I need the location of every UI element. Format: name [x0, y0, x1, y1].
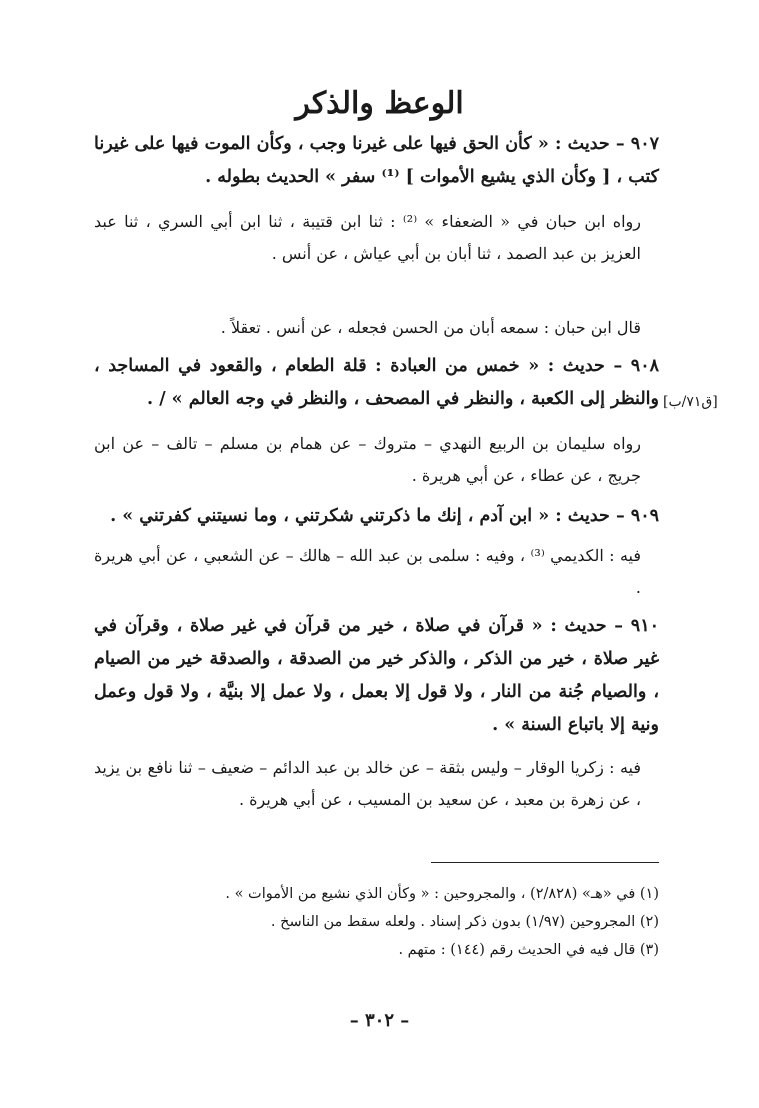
hadith-909: ٩٠٩ – حديث : « ابن آدم ، إنك ما ذكرتني شكرتني ، وما نسيتني كفرتني » .	[110, 506, 659, 526]
footnote-1: (١) في «هـ» (٢/٨٢٨) ، والمجروحين : « وكأن الذي نشيع من الأموات » .	[225, 886, 659, 902]
hadith-909-chain: فيه : الكديمي ⁽³⁾ ، وفيه : سلمى بن عبد الله – هالك – عن الشعبي ، عن أبي هريرة .	[94, 546, 641, 597]
hadith-907: ٩٠٧ – حديث : « كأن الحق فيها على غيرنا وجب ، وكأن الموت فيها على غيرنا كتب ، [ وكأن الذي يشيع الأموات ] ⁽¹⁾ سفر » الحديث بطوله .	[94, 134, 659, 187]
hadith-910-chain: فيه : زكريا الوقار – وليس بثقة – عن خالد بن عبد الدائم – ضعيف – ثنا نافع بن يزيد ، عن زهرة بن معبد ، عن سعيد بن المسيب ، عن أبي هريرة .	[94, 758, 641, 809]
hadith-907-chain: رواه ابن حبان في « الضعفاء » ⁽²⁾ : ثنا ابن قتيبة ، ثنا ابن أبي السري ، ثنا عبد العزيز بن عبد الصمد ، ثنا أبان بن أبي عياش ، عن أنس .	[94, 212, 642, 263]
footnote-2: (٢) المجروحين (١/٩٧) بدون ذكر إسناد . ولعله سقط من الناسخ .	[270, 914, 659, 930]
section-title: الوعظ والذكر	[295, 86, 464, 121]
hadith-908-chain: رواه سليمان بن الربيع النهدي – متروك – عن همام بن مسلم – تالف – عن ابن جريج ، عن عطاء ، عن أبي هريرة .	[94, 434, 641, 485]
footnote-3: (٣) قال فيه في الحديث رقم (١٤٤) : متهم .	[398, 942, 659, 958]
manuscript-folio-marker: [ق٧١/ب]	[663, 394, 718, 410]
footnote-separator	[431, 862, 659, 863]
hadith-910: ٩١٠ – حديث : « قرآن في صلاة ، خير من قرآن في غير صلاة ، وقرآن في غير صلاة ، خير من الذكر ، والذكر خير من الصدقة ، والصدقة خير من الصيام ، والصيام جُنة من النار ، ولا قول إلا بعمل ، ولا عمل إلا بنيَّة ، ولا قول وعمل ونية إلا باتباع السنة » .	[94, 616, 659, 735]
page-number: – ٣٠٢ –	[349, 1010, 410, 1031]
hadith-907-note: قال ابن حبان : سمعه أبان من الحسن فجعله ، عن أنس . تعقلاً .	[220, 318, 641, 337]
hadith-908: ٩٠٨ – حديث : « خمس من العبادة : قلة الطعام ، والقعود في المساجد ، والنظر إلى الكعبة ، والنظر في المصحف ، والنظر في وجه العالم » / .	[94, 356, 659, 409]
